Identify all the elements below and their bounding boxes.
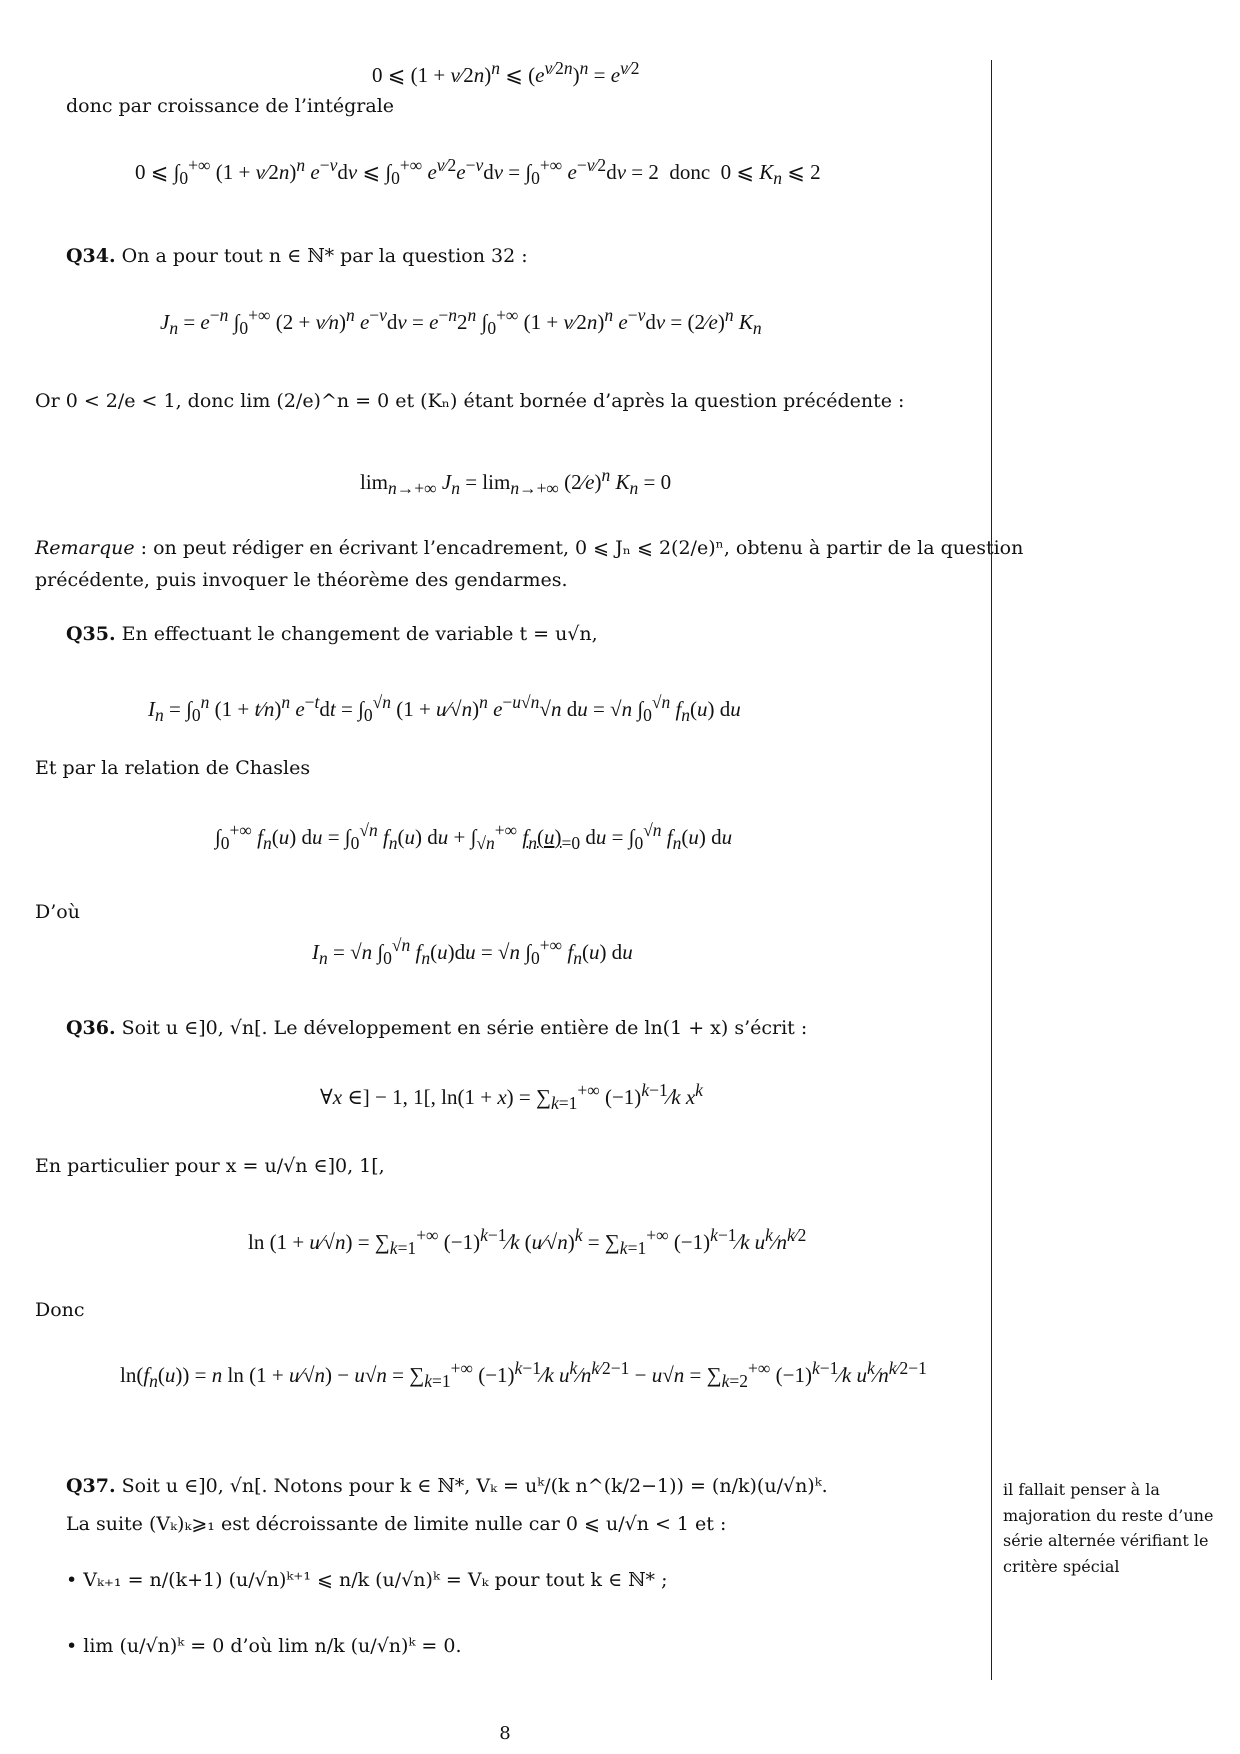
remark-line bbox=[35, 536, 1023, 561]
q36-label: Q36. bbox=[66, 1017, 116, 1039]
q36-intro: Soit u ∈]0, √n[. Le développement en série entière de ln(1 + x) s’écrit : bbox=[121, 1017, 808, 1039]
q35-dou: D’où bbox=[35, 901, 80, 923]
equation-ln-fn: $\ln(f_n(u)) = n$ ln (1 + u⁄√n) − $u√n = \sum_{k=1}^{+\infty}$ $(-1)^{k-1}⁄k$ $u^k⁄n^{k⁄2-1} - u√n = \sum_{k=2}^{+\infty}$ $(-1)^{k-1}⁄k$ $u^k⁄n^{k⁄2-1}$ bbox=[120, 1358, 927, 1392]
q37-label: Q37. bbox=[66, 1475, 116, 1497]
q37-bullet-2: • lim (u/√n)ᵏ = 0 d’où lim n/k (u/√n)ᵏ = 0. bbox=[66, 1635, 462, 1657]
q35-label: Q35. bbox=[66, 623, 116, 645]
q37-bullet-1: • Vₖ₊₁ = n/(k+1) (u/√n)ᵏ⁺¹ ⩽ n/k (u/√n)ᵏ = Vₖ pour tout k ∈ ℕ* ; bbox=[66, 1569, 668, 1591]
q34-paragraph bbox=[66, 244, 528, 269]
q35-intro: En effectuant le changement de variable t = u√n, bbox=[121, 623, 598, 645]
text-croissance: donc par croissance de l’intégrale bbox=[66, 95, 395, 117]
q37-paragraph bbox=[66, 1474, 828, 1499]
q34-label: Q34. bbox=[66, 245, 116, 267]
q35-paragraph bbox=[66, 622, 598, 647]
equation-in: $I_n = \int_0^n$ (1 + t⁄n)$^n$ $e^{-t}dt = \int_0^{√n}$ (1 + u⁄√n)$^n$ $e^{-u√n}√n$ du = √n $\int_0^{√n}$ $f_n(u)$ du bbox=[148, 692, 741, 726]
equation-ln-series: ∀x ∈] − 1, 1[, $\ln(1 + x) = \sum_{k=1}^{+\infty}$ $(-1)^{k-1}⁄k$ $x^k$ bbox=[320, 1080, 703, 1114]
q36-paragraph bbox=[66, 1016, 807, 1041]
equation-ln-u: ln (1 + u⁄√n) = $\sum_{k=1}^{+\infty}$ $(-1)^{k-1}⁄k$ (u⁄√n)$^k$ = $\sum_{k=1}^{+\infty}$ $(-1)^{k-1}⁄k$ $u^k⁄n^{k⁄2}$ bbox=[248, 1225, 807, 1259]
equation-bound: 0 ⩽ (1 + v⁄2n)$^n$ ⩽ $(e^{v⁄2n})^n = e^{v⁄2}$ bbox=[372, 58, 640, 87]
q36-donc: Donc bbox=[35, 1299, 85, 1321]
equation-jn: $J_n = e^{-n}$ $\int_0^{+\infty}$ (2 + v⁄n)$^n$ $e^{-v}dv = e^{-n}2^n$ $\int_0^{+\infty}$ (1 + v⁄2n)$^n$ $e^{-v}dv$ = (2⁄e)$^n$ $K_n$ bbox=[160, 305, 762, 339]
equation-integral-bound: 0 ⩽ $\int_0^{+\infty}$ (1 + v⁄2n)$^n$ $e^{-v}dv$ ⩽ $\int_0^{+\infty}$ $e^{v⁄2}e^{-v}dv = \int_0^{+\infty}$ $e^{-v⁄2}dv = 2$ donc 0 ⩽ $K_n$ ⩽ 2 bbox=[135, 155, 821, 189]
remark-text: : on peut rédiger en écrivant l’encadrement, 0 ⩽ Jₙ ⩽ 2(2/e)ⁿ, obtenu à partir de la question bbox=[134, 537, 1024, 559]
q37-intro: Soit u ∈]0, √n[. Notons pour k ∈ ℕ*, Vₖ = uᵏ/(k n^(k/2−1)) = (n/k)(u/√n)ᵏ. bbox=[121, 1475, 828, 1497]
q34-intro: On a pour tout n ∈ ℕ* par la question 32 : bbox=[121, 245, 528, 267]
page-number: 8 bbox=[499, 1723, 511, 1744]
remark-line-2: précédente, puis invoquer le théorème des gendarmes. bbox=[35, 569, 568, 591]
q37-bullet-2-text: lim (u/√n)ᵏ = 0 d’où lim n/k (u/√n)ᵏ = 0. bbox=[83, 1635, 462, 1657]
side-note: il fallait penser à la majoration du reste d’une série alternée vérifiant le critère spécial bbox=[1003, 1480, 1214, 1576]
q36-particular: En particulier pour x = u/√n ∈]0, 1[, bbox=[35, 1155, 385, 1177]
margin-rule bbox=[991, 60, 992, 1680]
q37-bullet-1-text: Vₖ₊₁ = n/(k+1) (u/√n)ᵏ⁺¹ ⩽ n/k (u/√n)ᵏ = Vₖ pour tout k ∈ ℕ* ; bbox=[83, 1569, 668, 1591]
q34-limit-line: Or 0 < 2/e < 1, donc lim (2/e)^n = 0 et (Kₙ) étant bornée d’après la question précédente : bbox=[35, 390, 905, 412]
q35-chasles: Et par la relation de Chasles bbox=[35, 757, 311, 779]
equation-chasles: $\int_0^{+\infty}$ $f_n(u)$ du = $\int_0^{√n}$ $f_n(u)$ du + $\int_{√n}^{+\infty}$ $f_n(u)_{=0}$ du = $\int_0^{√n}$ $f_n(u)$ du bbox=[215, 820, 733, 854]
q37-line2: La suite (Vₖ)ₖ⩾₁ est décroissante de limite nulle car 0 ⩽ u/√n < 1 et : bbox=[66, 1513, 727, 1535]
equation-in-final: $I_n = √n$ $\int_0^{√n}$ $f_n(u)du = √n$ $\int_0^{+\infty}$ $f_n(u)$ du bbox=[312, 935, 633, 969]
equation-limit-jn: $\lim_{n\to+\infty} J_n = \lim_{n\to+\infty}$ (2⁄e)$^n$ $K_n = 0$ bbox=[360, 465, 672, 499]
remark-label: Remarque bbox=[35, 537, 135, 559]
